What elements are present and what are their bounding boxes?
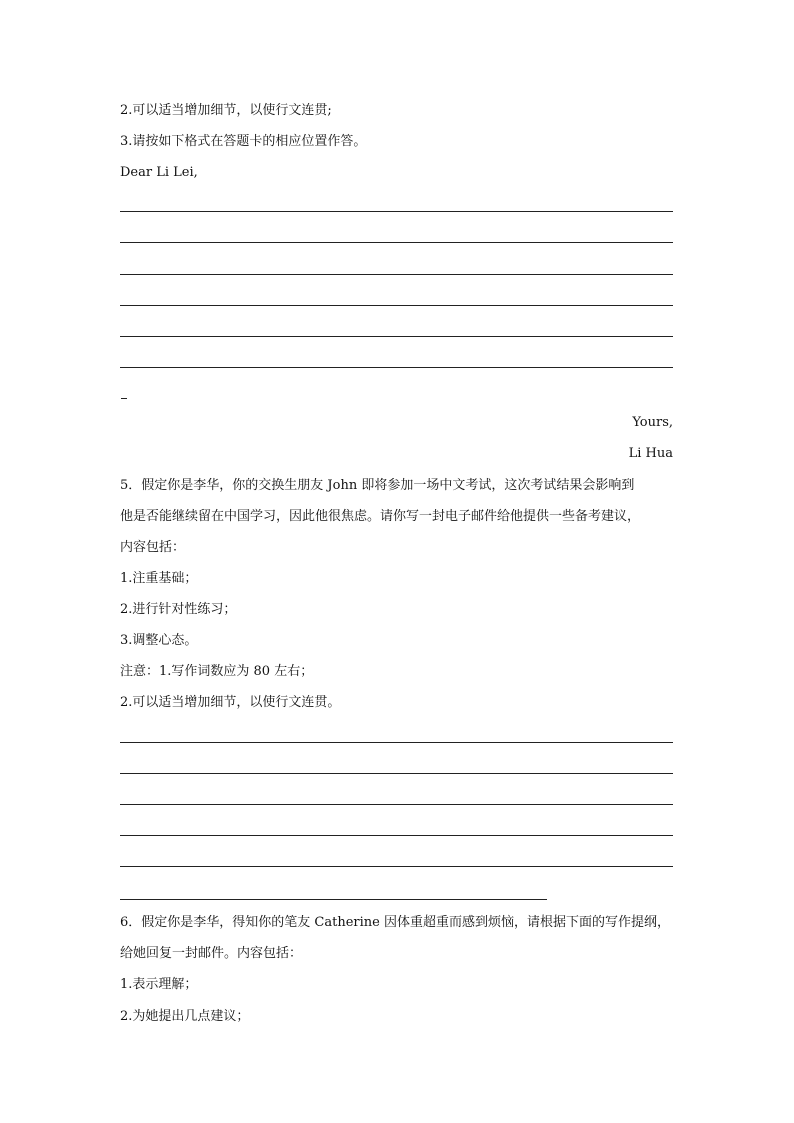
- answer-line: [120, 866, 673, 867]
- q6-point-1: 1.表示理解；: [120, 977, 198, 992]
- q5-prompt-line-3: 内容包括：: [120, 540, 186, 555]
- instruction-line-2: 2.可以适当增加细节，以使行文连贯;: [120, 103, 332, 118]
- answer-line: [120, 899, 547, 900]
- letter-closing: Yours,: [632, 415, 673, 430]
- q5-point-1: 1.注重基础；: [120, 571, 198, 586]
- q5-point-2: 2.进行针对性练习；: [120, 602, 237, 617]
- q5-point-3: 3.调整心态。: [120, 633, 198, 648]
- answer-line: [120, 804, 673, 805]
- q5-prompt-line-2: 他是否能继续留在中国学习，因此他很焦虑。请你写一封电子邮件给他提供一些备考建议，: [120, 509, 641, 524]
- q5-note-1: 注意：1.写作词数应为 80 左右；: [120, 664, 314, 679]
- q6-point-2: 2.为她提出几点建议；: [120, 1009, 250, 1024]
- instruction-line-3: 3.请按如下格式在答题卡的相应位置作答。: [120, 134, 367, 149]
- letter-salutation: Dear Li Lei,: [120, 165, 198, 180]
- q6-prompt-line-2: 给她回复一封邮件。内容包括：: [120, 946, 303, 961]
- answer-line: [120, 305, 673, 306]
- answer-line: [120, 336, 673, 337]
- answer-line: [120, 242, 673, 243]
- answer-line: [120, 742, 673, 743]
- answer-line: [120, 773, 673, 774]
- q5-note-2: 2.可以适当增加细节，以使行文连贯。: [120, 695, 341, 710]
- q5-prompt-line-1: 5．假定你是李华，你的交换生朋友 John 即将参加一场中文考试，这次考试结果会影响到: [120, 478, 635, 493]
- letter-signature: Li Hua: [628, 446, 673, 461]
- answer-line: [120, 835, 673, 836]
- q6-prompt-line-1: 6．假定你是李华，得知你的笔友 Catherine 因体重超重而感到烦恼，请根据下面的写作提纲，: [120, 915, 670, 930]
- answer-line: [120, 211, 673, 212]
- answer-line: [120, 274, 673, 275]
- answer-line: [120, 367, 673, 368]
- answer-blank-mark: [121, 398, 127, 399]
